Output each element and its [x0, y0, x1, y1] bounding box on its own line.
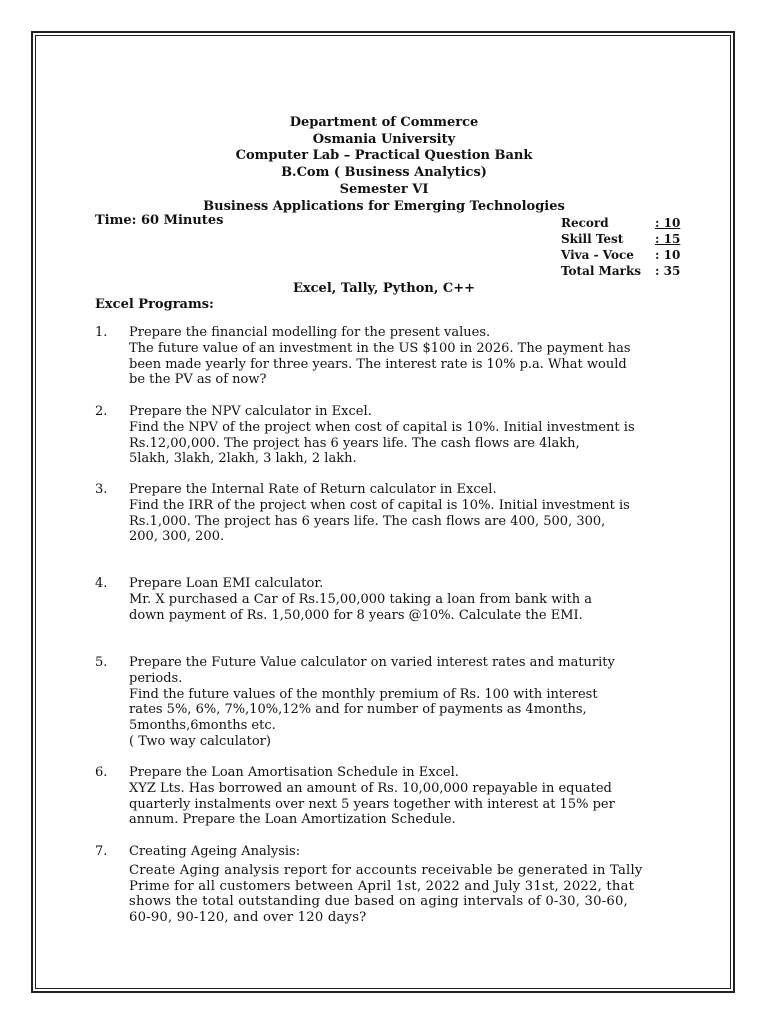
semester-heading: Semester VI	[339, 182, 429, 197]
question-line: quarterly instalments over next 5 years together with interest at 15% per	[129, 796, 615, 812]
marks-value: : 10	[655, 248, 681, 262]
subject-heading: Business Applications for Emerging Technologies	[203, 199, 565, 214]
marks-row-viva-voce	[561, 247, 680, 263]
question-3	[95, 482, 675, 545]
subtitle: Excel, Tally, Python, C++	[292, 281, 476, 296]
question-2	[95, 404, 675, 467]
question-line: XYZ Lts. Has borrowed an amount of Rs. 10,00,000 repayable in equated	[129, 780, 612, 796]
question-line: Find the NPV of the project when cost of capital is 10%. Initial investment is	[129, 419, 635, 435]
department-heading: Department of Commerce	[289, 115, 479, 130]
marks-value: : 35	[655, 264, 681, 278]
university-heading: Osmania University	[312, 132, 456, 147]
question-line: Create Aging analysis report for accounts receivable be generated in Tally	[129, 862, 643, 878]
question-title: Prepare the financial modelling for the present values.	[129, 325, 491, 340]
question-number: 6.	[95, 765, 108, 780]
marks-label: Skill Test	[561, 232, 624, 246]
time-label: Time: 60 Minutes	[95, 213, 224, 228]
question-title: Creating Ageing Analysis:	[129, 844, 301, 859]
question-4	[95, 576, 675, 623]
question-title-continued: periods.	[129, 670, 183, 686]
question-line: The future value of an investment in the US $100 in 2026. The payment has	[129, 340, 631, 356]
question-line: ( Two way calculator)	[129, 733, 271, 749]
question-6	[95, 765, 675, 828]
question-line: rates 5%, 6%, 7%,10%,12% and for number of payments as 4months,	[129, 702, 587, 718]
marks-label: Record	[561, 216, 609, 230]
question-line: Find the future values of the monthly premium of Rs. 100 with interest	[129, 686, 598, 702]
question-title: Prepare the NPV calculator in Excel.	[129, 404, 372, 419]
marks-value: : 15	[655, 232, 681, 246]
marks-row-skill-test	[561, 231, 680, 247]
question-number: 7.	[95, 844, 108, 859]
question-line: Mr. X purchased a Car of Rs.15,00,000 taking a loan from bank with a	[129, 591, 592, 607]
question-line: Find the IRR of the project when cost of capital is 10%. Initial investment is	[129, 497, 630, 513]
question-7	[95, 844, 675, 926]
section-title: Excel Programs:	[95, 297, 214, 312]
question-line: been made yearly for three years. The interest rate is 10% p.a. What would	[129, 356, 627, 372]
lab-heading: Computer Lab – Practical Question Bank	[235, 148, 533, 163]
question-line: 5lakh, 3lakh, 2lakh, 3 lakh, 2 lakh.	[129, 451, 357, 467]
question-line: Prime for all customers between April 1st, 2022 and July 31st, 2022, that	[129, 878, 635, 894]
question-5	[95, 655, 675, 750]
course-heading: B.Com ( Business Analytics)	[281, 165, 487, 180]
question-line: 5months,6months etc.	[129, 718, 276, 734]
marks-row-record	[561, 215, 680, 231]
question-number: 5.	[95, 655, 108, 670]
question-line: shows the total outstanding due based on aging intervals of 0-30, 30-60,	[129, 894, 628, 910]
marks-value: : 10	[655, 216, 681, 230]
question-1	[95, 325, 675, 388]
question-line: annum. Prepare the Loan Amortization Schedule.	[129, 812, 456, 828]
question-line: down payment of Rs. 1,50,000 for 8 years @10%. Calculate the EMI.	[129, 607, 583, 623]
question-line: Rs.12,00,000. The project has 6 years life. The cash flows are 4lakh,	[129, 435, 580, 451]
question-line: Rs.1,000. The project has 6 years life. The cash flows are 400, 500, 300,	[129, 513, 606, 529]
question-number: 1.	[95, 325, 108, 340]
question-number: 4.	[95, 576, 108, 591]
question-title: Prepare Loan EMI calculator.	[129, 576, 324, 591]
question-title: Prepare the Internal Rate of Return calculator in Excel.	[129, 482, 497, 497]
question-title: Prepare the Future Value calculator on varied interest rates and maturity	[129, 655, 615, 670]
question-number: 3.	[95, 482, 108, 497]
question-number: 2.	[95, 404, 108, 419]
marks-row-total	[561, 263, 680, 279]
marks-label: Total Marks	[561, 264, 642, 278]
question-line: 200, 300, 200.	[129, 529, 225, 545]
question-title: Prepare the Loan Amortisation Schedule in Excel.	[129, 765, 459, 780]
question-line: be the PV as of now?	[129, 372, 267, 388]
marks-label: Viva - Voce	[561, 248, 634, 262]
marks-table	[561, 215, 680, 279]
question-line: 60-90, 90-120, and over 120 days?	[129, 910, 367, 926]
